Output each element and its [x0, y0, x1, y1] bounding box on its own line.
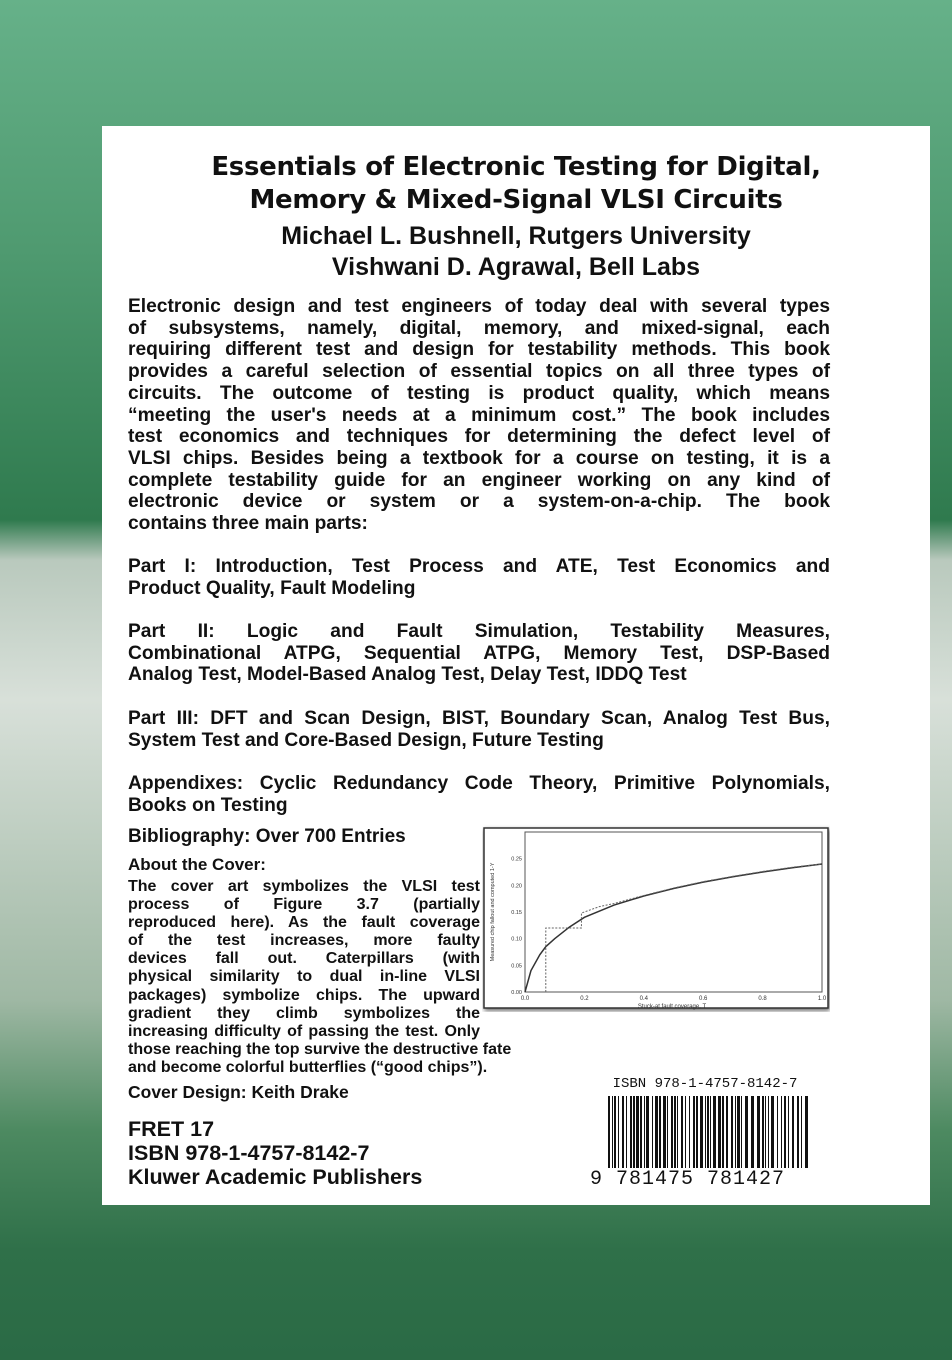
isbn-text: ISBN 978-1-4757-8142-7	[128, 1141, 370, 1165]
text-line: requiring different test and design for testability methods. This book	[128, 339, 830, 361]
text-line: reproduced here). As the fault coverage	[128, 914, 480, 932]
x-tick-label: 0.2	[580, 996, 589, 1002]
part-2	[128, 621, 830, 686]
appendixes	[128, 773, 830, 816]
y-tick-label: 0.00	[511, 990, 522, 996]
barcode-bar	[626, 1096, 627, 1170]
text-line: Part III: DFT and Scan Design, BIST, Boundary Scan, Analog Test Bus,	[128, 708, 830, 729]
barcode-digits: 9 781475 781427	[590, 1168, 820, 1191]
text-line: test economics and techniques for determining the defect level of	[128, 426, 830, 448]
barcode-bar	[792, 1096, 794, 1170]
fault-coverage-chart	[482, 824, 830, 1012]
barcode-bar	[762, 1096, 764, 1170]
barcode-bar	[745, 1096, 748, 1170]
author-2: Vishwani D. Agrawal, Bell Labs	[331, 253, 701, 281]
text-line: Combinational ATPG, Sequential ATPG, Memory Test, DSP-Based	[128, 642, 830, 664]
author-1: Michael L. Bushnell, Rutgers University	[281, 222, 751, 250]
text-line: contains three main parts:	[128, 513, 368, 535]
text-line: packages) symbolize chips. The upward	[128, 986, 480, 1004]
barcode-bar	[622, 1096, 624, 1170]
part-3	[128, 708, 830, 751]
text-line: Part I: Introduction, Test Process and ATE, Test Economics and	[128, 556, 830, 577]
x-tick-label: 0.0	[520, 996, 530, 1002]
text-line: devices fall out. Caterpillars (with	[128, 950, 480, 968]
barcode-bar	[646, 1096, 649, 1170]
x-tick-label: 0.8	[758, 996, 767, 1002]
barcode-bar	[652, 1096, 653, 1170]
y-tick-label: 0.15	[511, 910, 522, 916]
text-line: complete testability guide for an engineer working on any kind of	[128, 469, 830, 491]
barcode-bar	[751, 1096, 754, 1170]
text-line: electronic device or system or a system-on-a-chip. The book	[128, 491, 830, 513]
x-tick-label: 0.6	[699, 996, 708, 1002]
barcode-bar	[784, 1096, 786, 1170]
barcode-bar	[685, 1096, 686, 1170]
y-tick-label: 0.05	[511, 963, 522, 970]
barcode-bar	[700, 1096, 703, 1170]
text-line: process of Figure 3.7 (partially	[128, 896, 480, 914]
y-tick-label: 0.10	[511, 936, 522, 943]
book-title-line-1: Essentials of Electronic Testing for Digital,	[211, 152, 821, 182]
barcode-bar	[777, 1096, 778, 1170]
barcode-bar	[765, 1096, 766, 1170]
text-line: The cover art symbolizes the VLSI test	[128, 878, 480, 895]
fret-code: FRET 17	[128, 1117, 215, 1141]
text-line: Electronic design and test engineers of today deal with several types	[128, 296, 830, 317]
barcode-bar	[614, 1096, 616, 1170]
barcode-bar	[696, 1096, 698, 1170]
barcode-bar	[768, 1096, 769, 1170]
barcode-bar	[693, 1096, 695, 1170]
barcode-bar	[663, 1096, 666, 1170]
text-line: gradient they climb symbolizes the	[128, 1004, 480, 1022]
barcode-bar	[633, 1096, 635, 1170]
y-tick-label: 0.20	[511, 883, 522, 890]
barcode-bar	[713, 1096, 716, 1170]
chart-ylabel: Measured chip fallout and computed 1-Y	[490, 862, 496, 962]
barcode-bar	[630, 1096, 632, 1170]
publisher: Kluwer Academic Publishers	[128, 1165, 423, 1189]
barcode-bar	[655, 1096, 658, 1170]
barcode-bar	[671, 1096, 673, 1170]
text-line: System Test and Core-Based Design, Future Testing	[128, 729, 604, 751]
text-line: VLSI chips. Besides being a textbook for a course on testing, it is a	[128, 447, 830, 469]
intro-paragraph	[128, 296, 830, 535]
back-cover-panel	[102, 126, 930, 1205]
barcode-bar	[644, 1096, 645, 1170]
barcode-bar	[731, 1096, 733, 1170]
text-line: those reaching the top survive the destructive fate	[128, 1040, 512, 1058]
x-tick-label: 1.0	[817, 996, 827, 1002]
cover-design: Cover Design: Keith Drake	[128, 1082, 349, 1102]
barcode-bar	[741, 1096, 742, 1170]
barcode-bar	[667, 1096, 668, 1170]
bibliography: Bibliography: Over 700 Entries	[128, 826, 406, 847]
x-tick-label: 0.4	[639, 996, 648, 1002]
barcode-bar	[636, 1096, 639, 1170]
text-line: Part II: Logic and Fault Simulation, Testability Measures,	[128, 621, 830, 642]
barcode-bar	[757, 1096, 760, 1170]
barcode-bar	[659, 1096, 661, 1170]
text-line: and become colorful butterflies (“good chips”).	[128, 1058, 488, 1076]
barcode-bar	[788, 1096, 789, 1170]
text-line: physical similarity to dual in-line VLSI	[128, 968, 480, 986]
barcode-bar	[677, 1096, 678, 1170]
barcode-bar	[722, 1096, 724, 1170]
barcode-bar	[674, 1096, 676, 1170]
barcode-bar	[771, 1096, 774, 1170]
barcode-bar	[640, 1096, 642, 1170]
barcode-bar	[705, 1096, 706, 1170]
y-tick-label: 0.25	[511, 856, 522, 863]
barcode-bar	[689, 1096, 690, 1170]
barcode-bar	[735, 1096, 736, 1170]
text-line: circuits. The outcome of testing is product quality, which means	[128, 382, 830, 404]
text-line: increasing difficulty of passing the test. Only	[128, 1022, 480, 1040]
text-line: Books on Testing	[128, 794, 288, 816]
barcode-bar	[781, 1096, 782, 1170]
barcode-bar	[797, 1096, 799, 1170]
text-line: of the test increases, more faulty	[128, 932, 480, 950]
part-1	[128, 556, 830, 599]
text-line: Product Quality, Fault Modeling	[128, 577, 416, 599]
book-title-line-2: Memory & Mixed-Signal VLSI Circuits	[249, 185, 783, 215]
about-cover-heading: About the Cover:	[128, 855, 266, 874]
barcode-isbn-label: ISBN 978-1-4757-8142-7	[612, 1076, 798, 1092]
isbn-barcode	[590, 1076, 820, 1191]
barcode-bar	[718, 1096, 721, 1170]
barcode-bar	[618, 1096, 619, 1170]
chart-xlabel: Stuck-at fault coverage, T	[637, 1004, 707, 1010]
barcode-bar	[737, 1096, 740, 1170]
barcode-bar	[726, 1096, 728, 1170]
text-line: “meeting the user's needs at a minimum cost.” The book includes	[128, 404, 830, 426]
text-line: Appendixes: Cyclic Redundancy Code Theory, Primitive Polynomials,	[128, 773, 830, 794]
barcode-bar	[681, 1096, 683, 1170]
text-line: Analog Test, Model-Based Analog Test, Delay Test, IDDQ Test	[128, 664, 687, 686]
text-line: provides a careful selection of essential topics on all three types of	[128, 361, 830, 383]
text-line: of subsystems, namely, digital, memory, and mixed-signal, each	[128, 317, 830, 339]
